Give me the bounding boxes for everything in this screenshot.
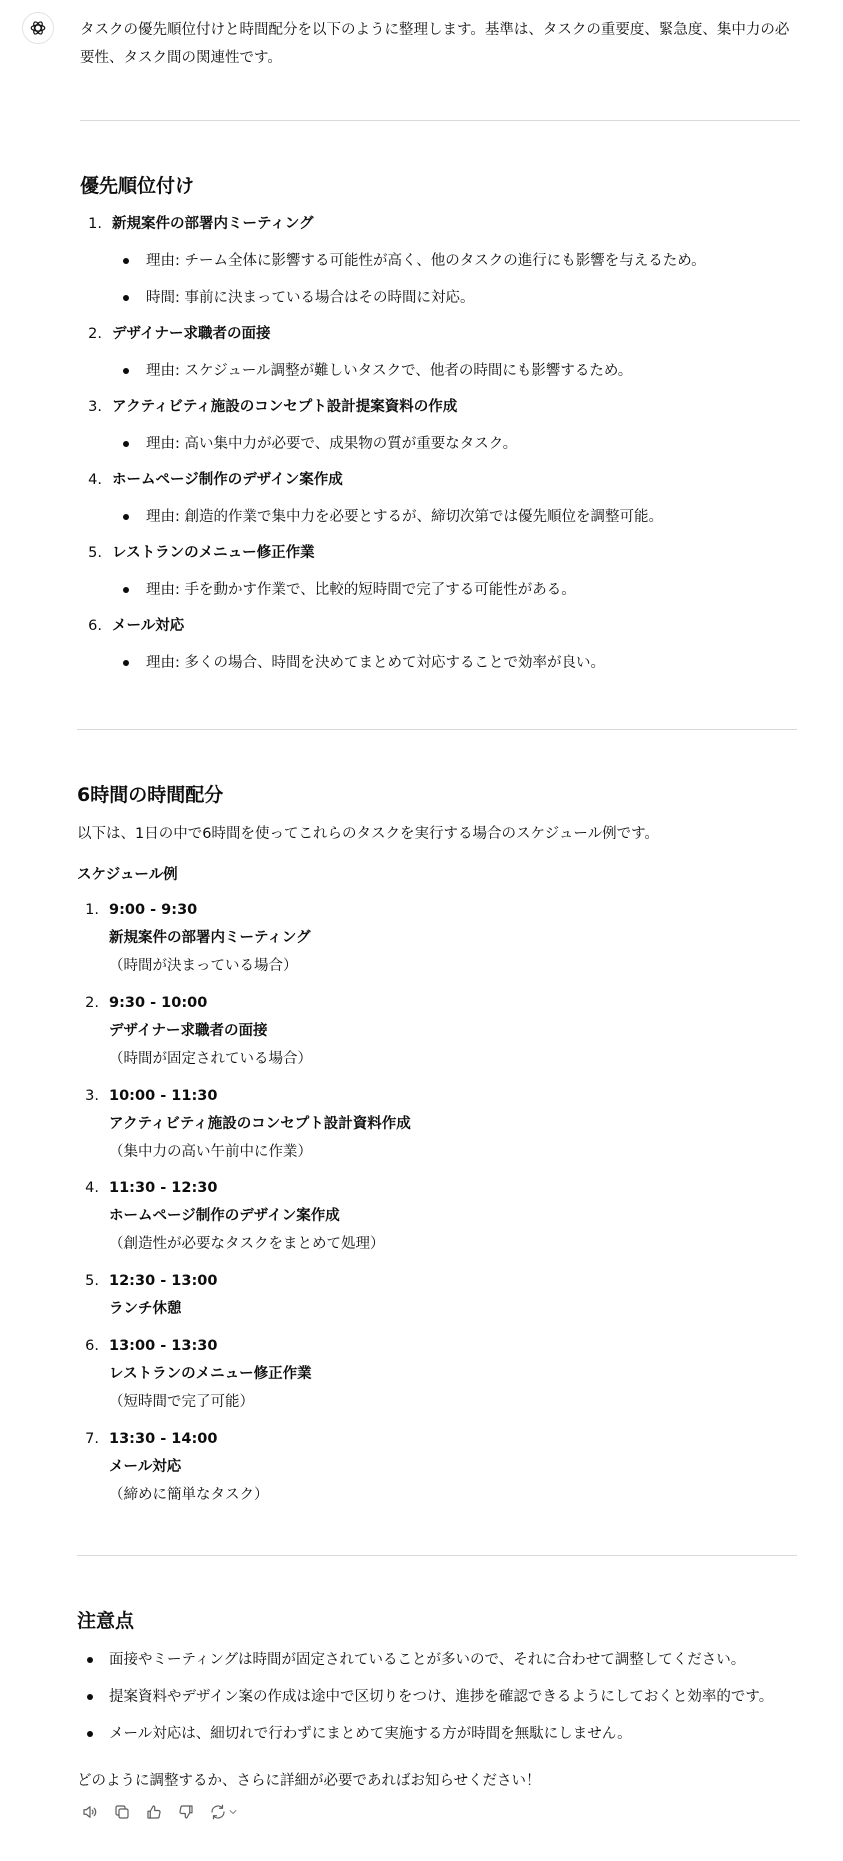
schedule-time: 13:00 - 13:30 (109, 1338, 218, 1354)
priority-reason: 理由: 高い集中力が必要で、成果物の質が重要なタスク。 (146, 436, 518, 452)
priority-reason: 理由: 多くの場合、時間を決めてまとめて対応することで効率が良い。 (146, 655, 605, 671)
schedule-subheading: スケジュール例 (77, 867, 178, 883)
regenerate-button[interactable] (204, 1798, 244, 1826)
bullet-dot (123, 258, 129, 264)
priority-title: アクティビティ施設のコンセプト設計提案資料の作成 (112, 399, 458, 415)
bullet-dot (123, 587, 129, 593)
schedule-note: （創造性が必要なタスクをまとめて処理） (109, 1236, 385, 1252)
divider (77, 729, 797, 730)
intro-text: タスクの優先順位付けと時間配分を以下のように整理します。基準は、タスクの重要度、緊急度、集中力の必要性、タスク間の関連性です。 (80, 22, 790, 66)
schedule-task: ホームページ制作のデザイン案作成 (109, 1208, 340, 1224)
note-item: メール対応は、細切れで行わずにまとめて実施する方が時間を無駄にしません。 (109, 1726, 632, 1742)
schedule-item: 2. 9:30 - 10:00 デザイナー求職者の面接 （時間が固定されている場合） (77, 991, 677, 1071)
copy-button[interactable] (108, 1798, 136, 1826)
schedule-task: デザイナー求職者の面接 (109, 1023, 268, 1039)
schedule-item: 7. 13:30 - 14:00 メール対応 （締めに簡単なタスク） (77, 1427, 677, 1507)
priority-title: メール対応 (112, 618, 185, 634)
schedule-heading: 6時間の時間配分 (77, 784, 224, 806)
divider (77, 1555, 797, 1556)
priority-reason: 理由: スケジュール調整が難しいタスクで、他者の時間にも影響するため。 (146, 363, 633, 379)
priority-title: 新規案件の部署内ミーティング (112, 216, 314, 232)
schedule-time: 12:30 - 13:00 (109, 1273, 218, 1289)
schedule-note: （時間が決まっている場合） (109, 958, 298, 974)
regenerate-icon (209, 1803, 227, 1821)
schedule-task: メール対応 (109, 1459, 182, 1475)
copy-icon (113, 1803, 131, 1821)
schedule-note: （集中力の高い午前中に作業） (109, 1144, 312, 1160)
schedule-time: 11:30 - 12:30 (109, 1180, 218, 1196)
read-aloud-button[interactable] (76, 1798, 104, 1826)
schedule-task: レストランのメニュー修正作業 (109, 1366, 312, 1382)
read-aloud-icon (81, 1803, 99, 1821)
schedule-note: （締めに簡単なタスク） (109, 1487, 269, 1503)
bullet-dot (87, 1657, 93, 1663)
bullet-dot (123, 660, 129, 666)
schedule-task: ランチ休憩 (109, 1301, 182, 1317)
bullet-dot (123, 368, 129, 374)
schedule-time: 9:30 - 10:00 (109, 995, 208, 1011)
schedule-task: 新規案件の部署内ミーティング (109, 930, 311, 946)
schedule-item: 4. 11:30 - 12:30 ホームページ制作のデザイン案作成 （創造性が必要なタスクをまとめて処理） (77, 1176, 677, 1256)
thumbs-up-button[interactable] (140, 1798, 168, 1826)
bullet-dot (123, 295, 129, 301)
schedule-item: 1. 9:00 - 9:30 新規案件の部署内ミーティング （時間が決まっている場合） (77, 898, 677, 978)
bullet-dot (87, 1694, 93, 1700)
schedule-note: （時間が固定されている場合） (109, 1051, 312, 1067)
priority-reason: 理由: 創造的作業で集中力を必要とするが、締切次第では優先順位を調整可能。 (146, 509, 663, 525)
schedule-item: 6. 13:00 - 13:30 レストランのメニュー修正作業 （短時間で完了可能） (77, 1334, 677, 1414)
schedule-time: 9:00 - 9:30 (109, 902, 198, 918)
thumbs-down-button[interactable] (172, 1798, 200, 1826)
priority-reason: 理由: 手を動かす作業で、比較的短時間で完了する可能性がある。 (146, 582, 576, 598)
notes-heading: 注意点 (77, 1610, 135, 1632)
bullet-dot (123, 441, 129, 447)
openai-logo-icon (29, 19, 47, 37)
note-item: 提案資料やデザイン案の作成は途中で区切りをつけ、進捗を確認できるようにしておくと効率的です。 (109, 1689, 774, 1705)
priority-reason: 理由: チーム全体に影響する可能性が高く、他のタスクの進行にも影響を与えるため。 (146, 253, 706, 269)
priority-time: 時間: 事前に決まっている場合はその時間に対応。 (146, 290, 475, 306)
note-item: 面接やミーティングは時間が固定されていることが多いので、それに合わせて調整してください。 (109, 1652, 746, 1668)
schedule-item: 3. 10:00 - 11:30 アクティビティ施設のコンセプト設計資料作成 （集中力の高い午前中に作業） (77, 1084, 677, 1164)
priority-heading: 優先順位付け (80, 175, 195, 197)
bullet-dot (87, 1731, 93, 1737)
schedule-time: 10:00 - 11:30 (109, 1088, 218, 1104)
schedule-time: 13:30 - 14:00 (109, 1431, 218, 1447)
schedule-description: 以下は、1日の中で6時間を使ってこれらのタスクを実行する場合のスケジュール例です。 (77, 826, 659, 842)
message-actions (76, 1798, 244, 1826)
bullet-dot (123, 514, 129, 520)
closing-text: どのように調整するか、さらに詳細が必要であればお知らせください！ (77, 1773, 541, 1789)
divider (80, 120, 800, 121)
chevron-down-icon (227, 1806, 239, 1818)
priority-title: ホームページ制作のデザイン案作成 (112, 472, 343, 488)
schedule-item: 5. 12:30 - 13:00 ランチ休憩 (77, 1269, 677, 1323)
thumbs-down-icon (177, 1803, 195, 1821)
schedule-note: （短時間で完了可能） (109, 1394, 254, 1410)
assistant-avatar (22, 12, 54, 44)
priority-title: デザイナー求職者の面接 (112, 326, 271, 342)
thumbs-up-icon (145, 1803, 163, 1821)
schedule-task: アクティビティ施設のコンセプト設計資料作成 (109, 1116, 411, 1132)
priority-title: レストランのメニュー修正作業 (112, 545, 315, 561)
